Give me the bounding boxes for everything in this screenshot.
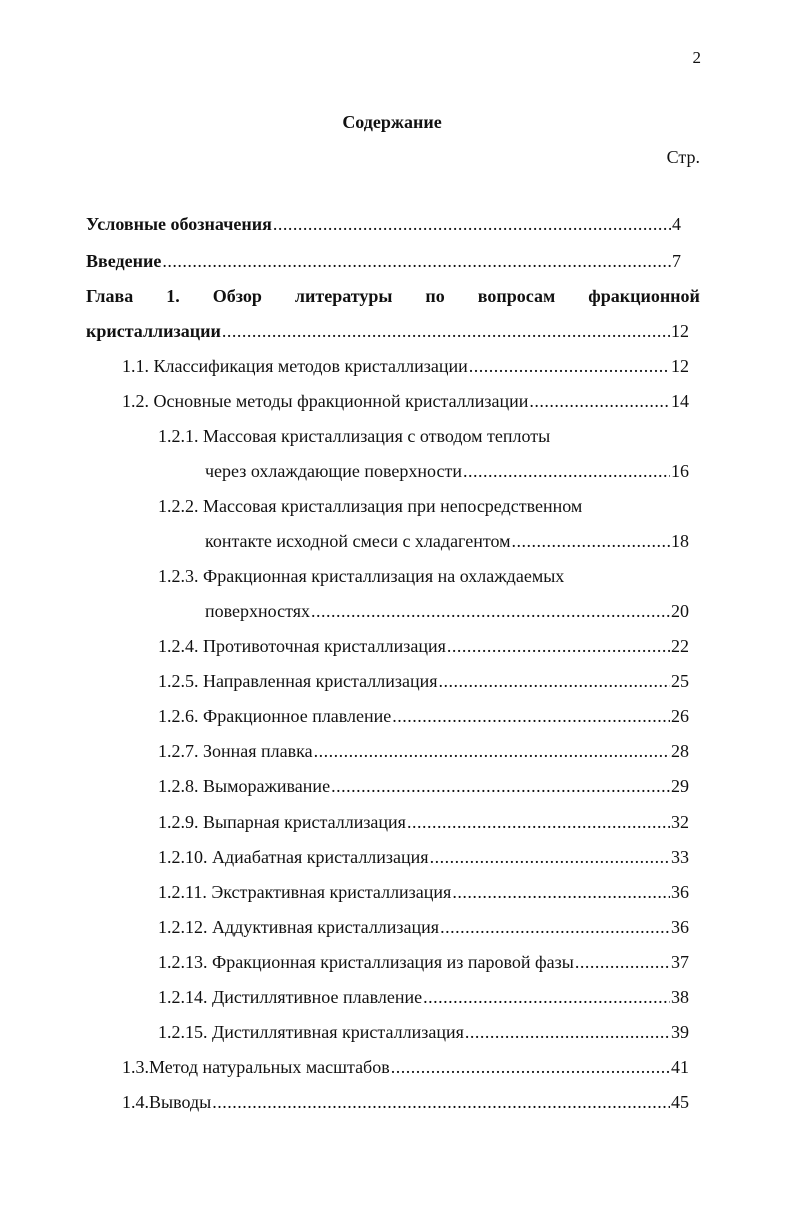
toc-entry-page: 33 (671, 847, 689, 867)
toc-leader-dots (430, 846, 670, 868)
toc-entry-page: 36 (671, 882, 689, 902)
page-column-label: Стр. (666, 147, 700, 167)
toc-entry-1-2[interactable] (122, 390, 689, 412)
toc-entry-page: 14 (671, 391, 689, 411)
toc-entry-text: 1.2.7. Зонная плавка (158, 741, 313, 761)
toc-entry-page: 38 (671, 987, 689, 1007)
chapter-word: литературы (294, 286, 393, 306)
toc-entry-symbols[interactable] (86, 213, 681, 235)
chapter-word: вопросам (477, 286, 556, 306)
toc-entry-page: 18 (671, 531, 689, 551)
toc-entry-page: 32 (671, 812, 689, 832)
toc-entry-1-2-2-cont[interactable] (205, 530, 689, 552)
toc-leader-dots (438, 670, 670, 692)
toc-entry-1-2-10[interactable] (158, 846, 689, 868)
toc-entry-text: кристаллизации (86, 321, 221, 341)
toc-entry-1-2-14[interactable] (158, 986, 689, 1008)
toc-leader-dots (392, 705, 670, 727)
toc-entry-chapter-1[interactable] (86, 285, 700, 307)
toc-leader-dots (314, 740, 670, 762)
chapter-word: Обзор (212, 286, 262, 306)
toc-entry-1-4[interactable] (122, 1091, 689, 1113)
toc-leader-dots (222, 320, 670, 342)
toc-entry-page: 25 (671, 671, 689, 691)
toc-entry-text: 1.2.6. Фракционное плавление (158, 706, 392, 726)
toc-entry-page: 4 (672, 214, 681, 234)
toc-leader-dots (447, 635, 670, 657)
toc-entry-text: 1.2.14. Дистиллятивное плавление (158, 987, 423, 1007)
toc-entry-page: 39 (671, 1022, 689, 1042)
toc-entry-text: контакте исходной смеси с хладагентом (205, 531, 511, 551)
toc-entry-text: 1.2.2. Массовая кристаллизация при непосредственном (158, 496, 583, 516)
chapter-word: фракционной (588, 286, 700, 306)
toc-entry-page: 29 (671, 776, 689, 796)
toc-entry-text: 1.4.Выводы (122, 1092, 212, 1112)
toc-entry-text: 1.2.15. Дистиллятивная кристаллизация (158, 1022, 464, 1042)
toc-leader-dots (529, 390, 670, 412)
page-number: 2 (692, 48, 701, 67)
toc-leader-dots (463, 460, 670, 482)
toc-entry-text: 1.2.11. Экстрактивная кристаллизация (158, 882, 452, 902)
toc-entry-1-2-4[interactable] (158, 635, 689, 657)
toc-entry-1-2-6[interactable] (158, 705, 689, 727)
toc-entry-chapter-1-cont[interactable] (86, 320, 689, 342)
toc-entry-text: 1.2.4. Противоточная кристаллизация (158, 636, 446, 656)
toc-entry-1-3[interactable] (122, 1056, 689, 1078)
toc-entry-text: 1.2. Основные методы фракционной кристаллизации (122, 391, 529, 411)
toc-entry-page: 45 (671, 1092, 689, 1112)
toc-entry-1-2-3[interactable] (158, 565, 564, 587)
toc-entry-1-2-9[interactable] (158, 811, 689, 833)
toc-entry-1-2-5[interactable] (158, 670, 689, 692)
toc-leader-dots (311, 600, 670, 622)
toc-entry-text: 1.2.12. Аддуктивная кристаллизация (158, 917, 440, 937)
toc-entry-text: 1.2.3. Фракционная кристаллизация на охлаждаемых (158, 566, 565, 586)
toc-entry-page: 22 (671, 636, 689, 656)
toc-entry-page: 26 (671, 706, 689, 726)
toc-entry-1-2-7[interactable] (158, 740, 689, 762)
toc-entry-1-2-12[interactable] (158, 916, 689, 938)
toc-entry-1-2-8[interactable] (158, 775, 689, 797)
toc-leader-dots (407, 811, 670, 833)
toc-entry-text: поверхностях (205, 601, 310, 621)
toc-entry-text: 1.2.5. Направленная кристаллизация (158, 671, 438, 691)
toc-entry-1-1[interactable] (122, 355, 689, 377)
toc-entry-text: 1.1. Классификация методов кристаллизации (122, 356, 468, 376)
chapter-heading-line (86, 285, 700, 307)
toc-entry-1-2-3-cont[interactable] (205, 600, 689, 622)
page-title: Содержание (342, 112, 442, 132)
toc-entry-page: 36 (671, 917, 689, 937)
toc-entry-text: 1.2.9. Выпарная кристаллизация (158, 812, 406, 832)
toc-leader-dots (423, 986, 670, 1008)
toc-entry-page: 16 (671, 461, 689, 481)
chapter-word: по (425, 286, 445, 306)
toc-leader-dots (162, 250, 671, 272)
toc-entry-text: 1.3.Метод натуральных масштабов (122, 1057, 390, 1077)
toc-entry-page: 12 (671, 321, 689, 341)
chapter-word: Глава (86, 286, 134, 306)
toc-entry-text: 1.2.10. Адиабатная кристаллизация (158, 847, 429, 867)
toc-entry-text: Условные обозначения (86, 214, 272, 234)
toc-entry-1-2-1-cont[interactable] (205, 460, 689, 482)
toc-entry-1-2-11[interactable] (158, 881, 689, 903)
toc-entry-page: 41 (671, 1057, 689, 1077)
toc-leader-dots (575, 951, 670, 973)
toc-entry-page: 12 (671, 356, 689, 376)
toc-leader-dots (331, 775, 670, 797)
toc-entry-1-2-2[interactable] (158, 495, 582, 517)
toc-entry-1-2-15[interactable] (158, 1021, 689, 1043)
toc-entry-text: 1.2.8. Вымораживание (158, 776, 331, 796)
toc-leader-dots (469, 355, 670, 377)
toc-leader-dots (452, 881, 670, 903)
toc-entry-page: 37 (671, 952, 689, 972)
toc-entry-page: 28 (671, 741, 689, 761)
toc-entry-page: 7 (672, 251, 681, 271)
toc-entry-text: через охлаждающие поверхности (205, 461, 462, 481)
toc-entry-text: 1.2.1. Массовая кристаллизация с отводом теплоты (158, 426, 551, 446)
chapter-word: 1. (166, 286, 180, 306)
toc-leader-dots (465, 1021, 670, 1043)
toc-entry-page: 20 (671, 601, 689, 621)
toc-entry-1-2-13[interactable] (158, 951, 689, 973)
toc-entry-text: 1.2.13. Фракционная кристаллизация из паровой фазы (158, 952, 574, 972)
toc-entry-introduction[interactable] (86, 250, 681, 272)
toc-leader-dots (512, 530, 671, 552)
toc-leader-dots (440, 916, 670, 938)
toc-entry-text: Введение (86, 251, 162, 271)
toc-leader-dots (273, 213, 671, 235)
toc-entry-1-2-1[interactable] (158, 425, 550, 447)
toc-leader-dots (391, 1056, 670, 1078)
toc-leader-dots (212, 1091, 670, 1113)
